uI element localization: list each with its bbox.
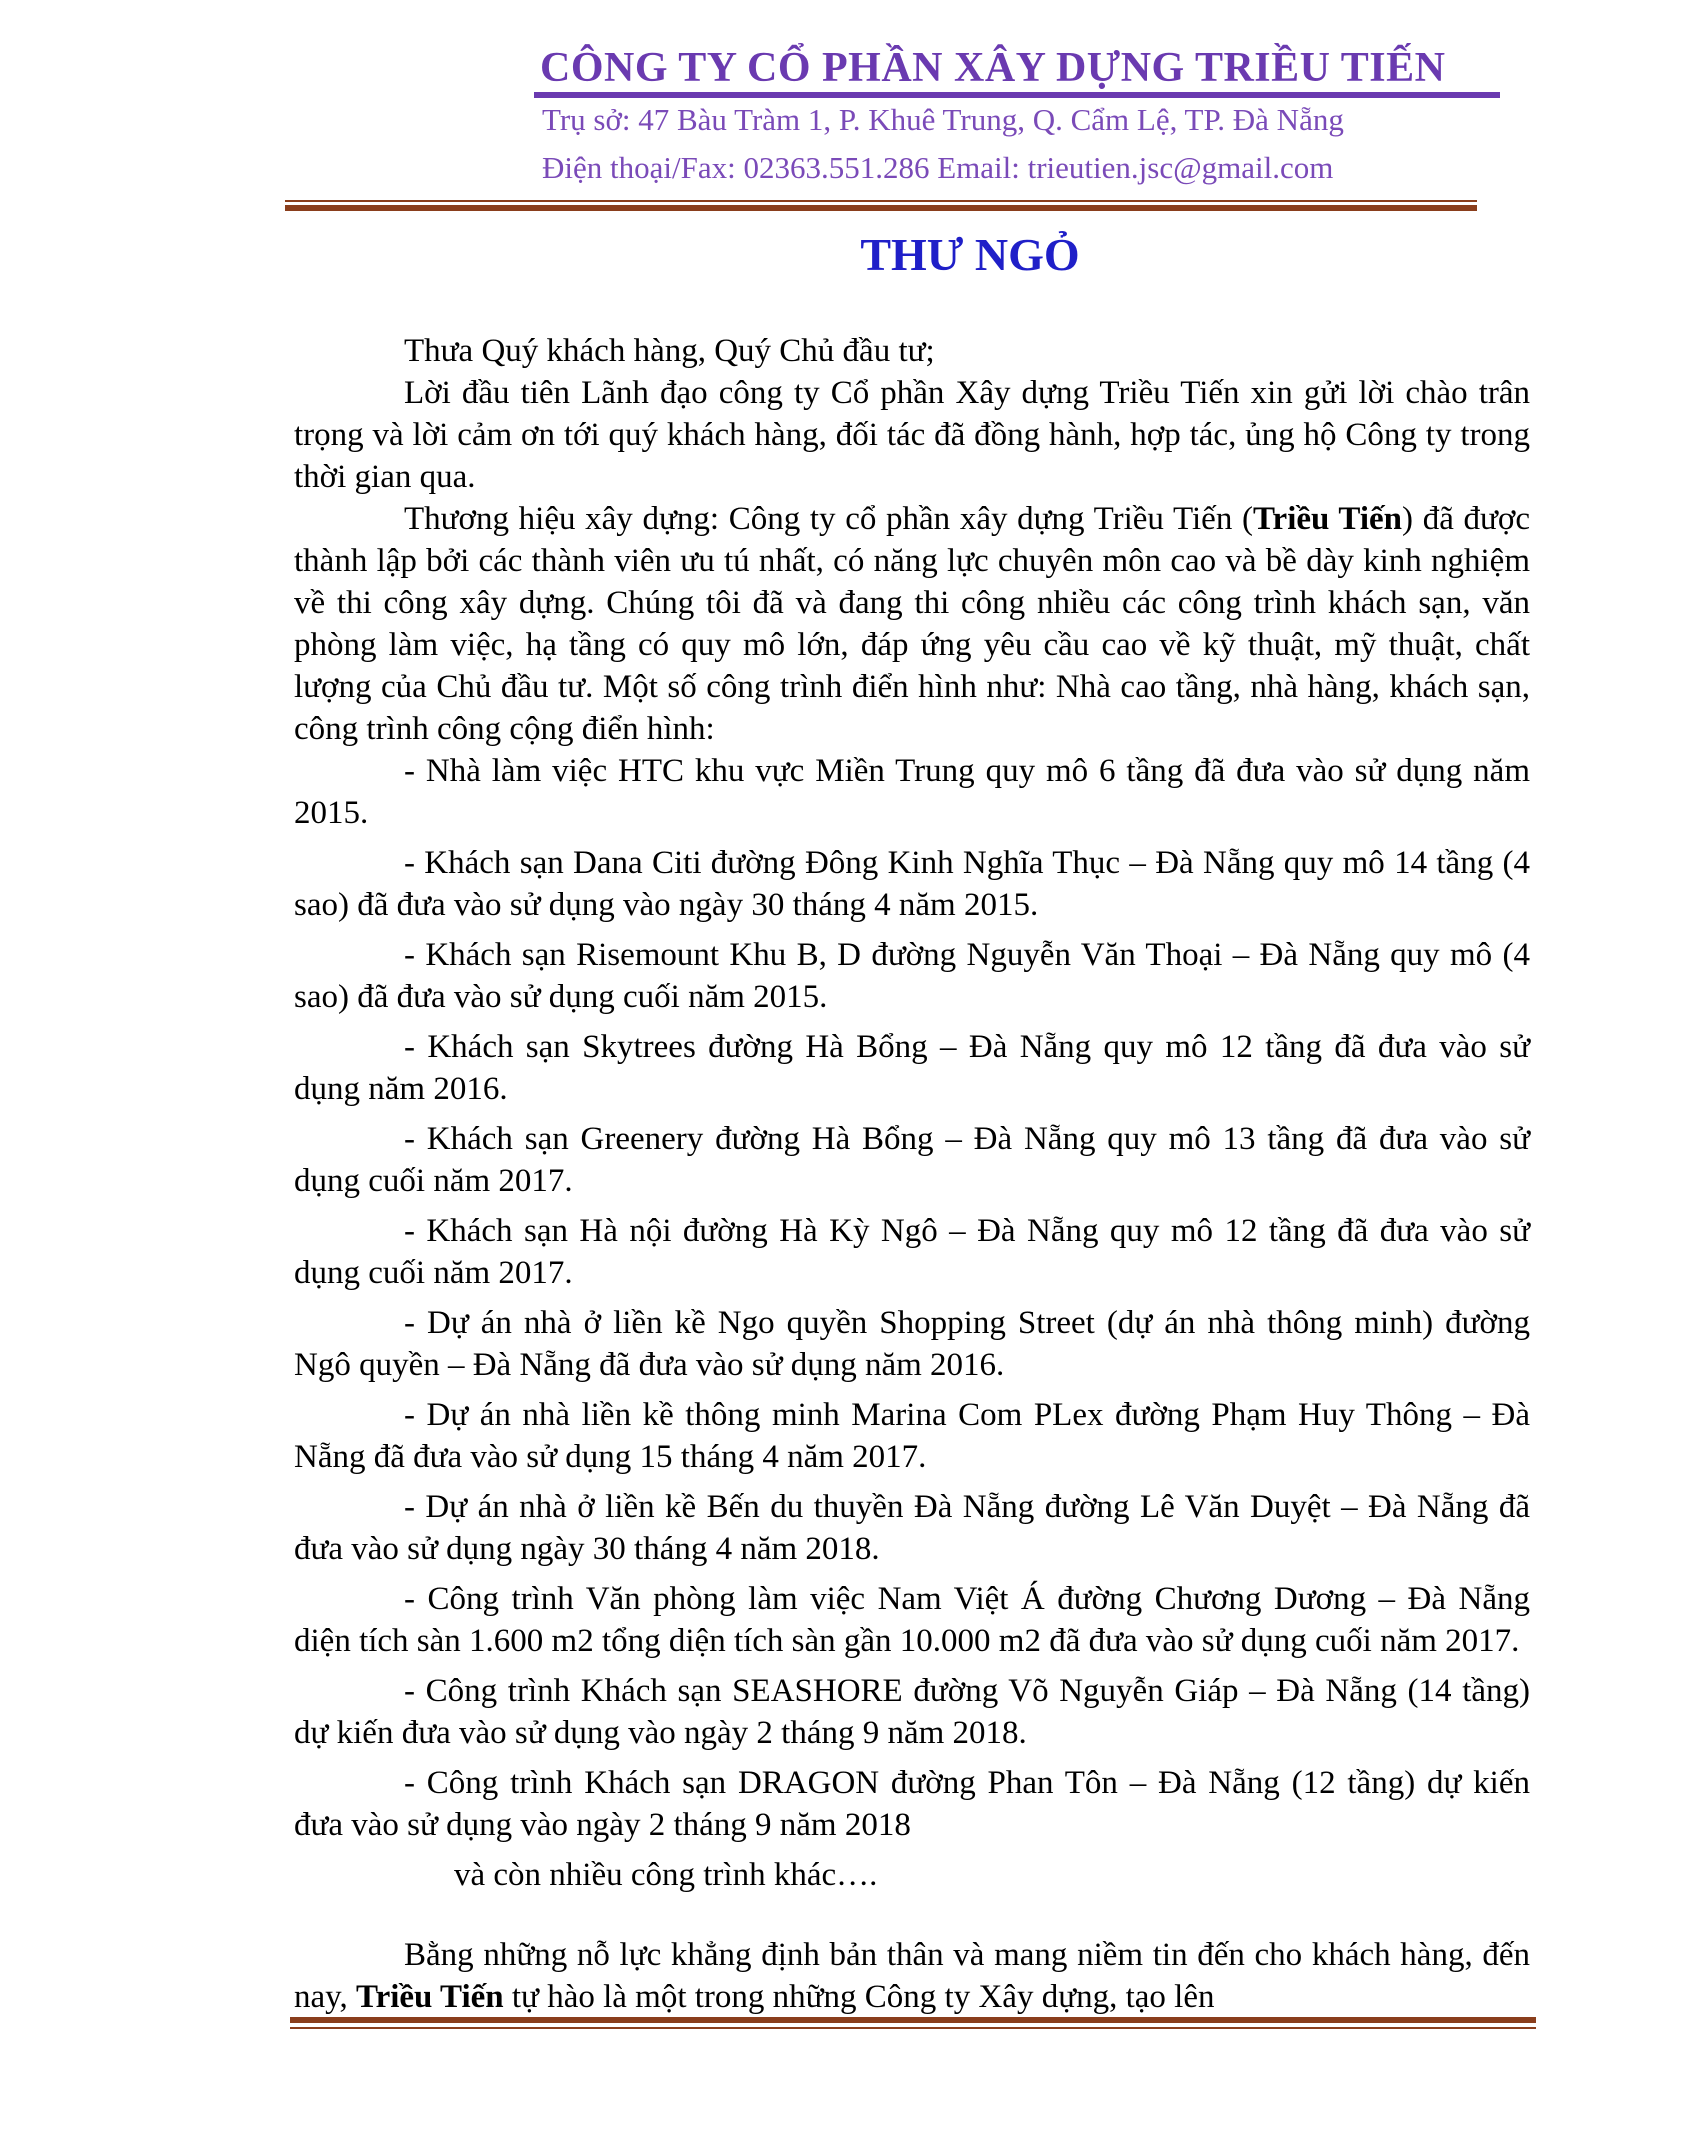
company-paragraph: [294, 498, 1530, 750]
project-item: - Dự án nhà ở liền kề Bến du thuyền Đà Nẵng đường Lê Văn Duyệt – Đà Nẵng đã đưa vào sử dụng ngày 30 tháng 4 năm 2018.: [294, 1489, 1530, 1567]
header-divider-thick: [285, 205, 1477, 211]
company-contact: Điện thoại/Fax: 02363.551.286 Email: trieutien.jsc@gmail.com: [542, 150, 1334, 185]
closing-text: Bằng những nỗ lực khẳng định bản thân và mang niềm tin đến cho khách hàng, đến nay,: [294, 1937, 1530, 2015]
project-list: [294, 750, 1530, 1846]
letter-body: [294, 330, 1530, 2018]
project-item: - Khách sạn Risemount Khu B, D đường Nguyễn Văn Thoại – Đà Nẵng quy mô (4 sao) đã đưa vào sử dụng cuối năm 2015.: [294, 937, 1530, 1015]
header-divider-thin: [285, 200, 1477, 202]
company-address: Trụ sở: 47 Bàu Tràm 1, P. Khuê Trung, Q. Cẩm Lệ, TP. Đà Nẵng: [542, 102, 1344, 137]
project-item: - Công trình Khách sạn SEASHORE đường Võ Nguyễn Giáp – Đà Nẵng (14 tầng) dự kiến đưa vào sử dụng vào ngày 2 tháng 9 năm 2018.: [294, 1673, 1530, 1751]
more-projects: và còn nhiều công trình khác….: [454, 1857, 878, 1893]
project-item: - Công trình Văn phòng làm việc Nam Việt Á đường Chương Dương – Đà Nẵng diện tích sàn 1.600 m2 tổng diện tích sàn gần 10.000 m2 đã đưa vào sử dụng cuối năm 2017.: [294, 1581, 1530, 1659]
company-paragraph-text-cont: ) đã được thành lập bởi các thành viên ưu tú nhất, có năng lực chuyên môn cao và bề dày kinh nghiệm về thi công xây dựng. Chúng tôi đã và đang thi công nhiều các công trình khách sạn, văn phòng làm việc, hạ tầng có quy mô lớn, đáp ứng yêu cầu cao về kỹ thuật, mỹ thuật, chất lượng của Chủ đầu tư. Một số công trình điển hình như: Nhà cao tầng, nhà hàng, khách sạn, công trình công cộng điển hình:: [294, 501, 1530, 747]
project-item: - Khách sạn Greenery đường Hà Bổng – Đà Nẵng quy mô 13 tầng đã đưa vào sử dụng cuối năm 2017.: [294, 1121, 1530, 1199]
project-item: - Khách sạn Dana Citi đường Đông Kinh Nghĩa Thục – Đà Nẵng quy mô 14 tầng (4 sao) đã đưa vào sử dụng vào ngày 30 tháng 4 năm 2015.: [294, 845, 1530, 923]
project-item: - Công trình Khách sạn DRAGON đường Phan Tôn – Đà Nẵng (12 tầng) dự kiến đưa vào sử dụng vào ngày 2 tháng 9 năm 2018: [294, 1765, 1530, 1843]
project-item: - Dự án nhà ở liền kề Ngo quyền Shopping Street (dự án nhà thông minh) đường Ngô quyền – Đà Nẵng đã đưa vào sử dụng năm 2016.: [294, 1305, 1530, 1383]
brand-name: Triều Tiến: [356, 1979, 504, 2015]
footer-divider-thick: [290, 2017, 1536, 2023]
company-underline: [534, 92, 1500, 98]
company-name: CÔNG TY CỔ PHẦN XÂY DỰNG TRIỀU TIẾN: [540, 45, 1446, 91]
brand-name: Triều Tiến: [1252, 501, 1403, 537]
project-item: - Dự án nhà liền kề thông minh Marina Com PLex đường Phạm Huy Thông – Đà Nẵng đã đưa vào sử dụng 15 tháng 4 năm 2017.: [294, 1397, 1530, 1475]
closing-text-cont: tự hào là một trong những Công ty Xây dựng, tạo lên: [503, 1979, 1215, 2015]
project-item: - Nhà làm việc HTC khu vực Miền Trung quy mô 6 tầng đã đưa vào sử dụng năm 2015.: [294, 753, 1530, 831]
company-paragraph-text: Thương hiệu xây dựng: Công ty cổ phần xây dựng Triều Tiến (: [404, 501, 1253, 537]
intro-paragraph: Lời đầu tiên Lãnh đạo công ty Cổ phần Xây dựng Triều Tiến xin gửi lời chào trân trọng và lời cảm ơn tới quý khách hàng, đối tác đã đồng hành, hợp tác, ủng hộ Công ty trong thời gian qua.: [294, 375, 1530, 495]
footer-divider-thin: [290, 2027, 1536, 2029]
salutation: Thưa Quý khách hàng, Quý Chủ đầu tư;: [404, 333, 935, 369]
project-item: - Khách sạn Skytrees đường Hà Bổng – Đà Nẵng quy mô 12 tầng đã đưa vào sử dụng năm 2016.: [294, 1029, 1530, 1107]
closing-paragraph: [294, 1934, 1530, 2018]
project-item: - Khách sạn Hà nội đường Hà Kỳ Ngô – Đà Nẵng quy mô 12 tầng đã đưa vào sử dụng cuối năm 2017.: [294, 1213, 1530, 1291]
page-title: THƯ NGỎ: [860, 229, 1080, 280]
